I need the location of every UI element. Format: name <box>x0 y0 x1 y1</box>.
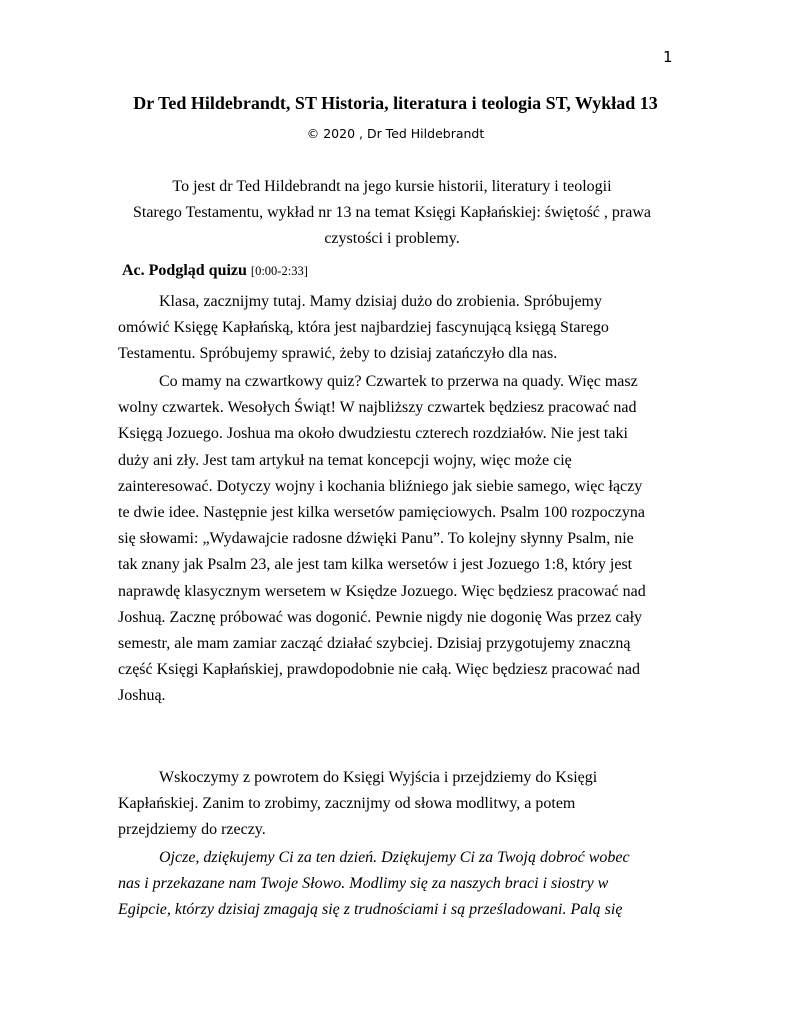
page-number: 1 <box>663 48 673 66</box>
text-line: duży ani zły. Jest tam artykuł na temat koncepcji wojny, więc może cię <box>118 451 572 469</box>
copyright-line: © 2020 , Dr Ted Hildebrandt <box>306 126 485 141</box>
document-title: Dr Ted Hildebrandt, ST Historia, literatura i teologia ST, Wykład 13 <box>133 93 658 113</box>
section-timestamp: [0:00-2:33] <box>250 264 308 278</box>
text-line: Joshuą. Zacznę próbować was dogonić. Pewnie nigdy nie dogonię Was przez cały <box>118 608 643 626</box>
intro-line: czystości i problemy. <box>324 230 460 248</box>
paragraph-2 <box>118 369 646 710</box>
intro-line: Starego Testamentu, wykład nr 13 na temat Księgi Kapłańskiej: świętość , prawa <box>132 204 651 222</box>
text-line: zainteresować. Dotyczy wojny i kochania bliźniego jak siebie samego, więc łączy <box>118 477 643 495</box>
text-line: te dwie idee. Następnie jest kilka wersetów pamięciowych. Psalm 100 rozpoczyna <box>118 504 645 522</box>
text-line: przejdziemy do rzeczy. <box>118 821 266 839</box>
text-line: Joshuą. <box>118 687 166 705</box>
text-line: Kapłańskiej. Zanim to zrobimy, zacznijmy od słowa modlitwy, a potem <box>118 795 576 813</box>
text-line: Klasa, zacznijmy tutaj. Mamy dzisiaj dużo do zrobienia. Spróbujemy <box>159 293 602 310</box>
text-line: tak znany jak Psalm 23, ale jest tam kilka wersetów i jest Jozuego 1:8, który jest <box>118 556 633 574</box>
paragraph-1 <box>118 289 609 368</box>
intro-line: To jest dr Ted Hildebrandt na jego kursie historii, literatury i teologii <box>172 178 612 195</box>
paragraph-3 <box>118 765 597 844</box>
section-heading-text: Ac. Podgląd quizu <box>122 262 247 279</box>
text-line: naprawdę klasycznym wersetem w Księdze Jozuego. Więc będziesz pracować nad <box>118 582 646 600</box>
text-line: Księgą Jozuego. Joshua ma około dwudziestu czterech rozdziałów. Nie jest taki <box>118 425 628 443</box>
text-line: Ojcze, dziękujemy Ci za ten dzień. Dziękujemy Ci za Twoją dobroć wobec <box>159 849 630 866</box>
intro-paragraph <box>112 174 672 253</box>
text-line: Testamentu. Spróbujemy sprawić, żeby to dzisiaj zatańczyło dla nas. <box>118 345 558 363</box>
text-line: Wskoczymy z powrotem do Księgi Wyjścia i przejdziemy do Księgi <box>159 769 598 786</box>
section-heading <box>122 262 308 280</box>
text-line: omówić Księgę Kapłańską, która jest najbardziej fascynującą księgą Starego <box>118 319 609 337</box>
text-line: Co mamy na czwartkowy quiz? Czwartek to przerwa na quady. Więc masz <box>159 373 638 390</box>
prayer-paragraph <box>118 845 630 924</box>
text-line: Egipcie, którzy dzisiaj zmagają się z trudnościami i są prześladowani. Palą się <box>118 901 623 919</box>
text-line: nas i przekazane nam Twoje Słowo. Modlimy się za naszych braci i siostry w <box>118 875 609 893</box>
text-line: się słowami: „Wydawajcie radosne dźwięki Panu”. To kolejny słynny Psalm, nie <box>118 530 634 548</box>
text-line: semestr, ale mam zamiar zacząć działać szybciej. Dzisiaj przygotujemy znaczną <box>118 635 631 653</box>
text-line: wolny czwartek. Wesołych Świąt! W najbliższy czwartek będziesz pracować nad <box>118 399 637 417</box>
text-line: część Księgi Kapłańskiej, prawdopodobnie nie całą. Więc będziesz pracować nad <box>118 661 640 679</box>
